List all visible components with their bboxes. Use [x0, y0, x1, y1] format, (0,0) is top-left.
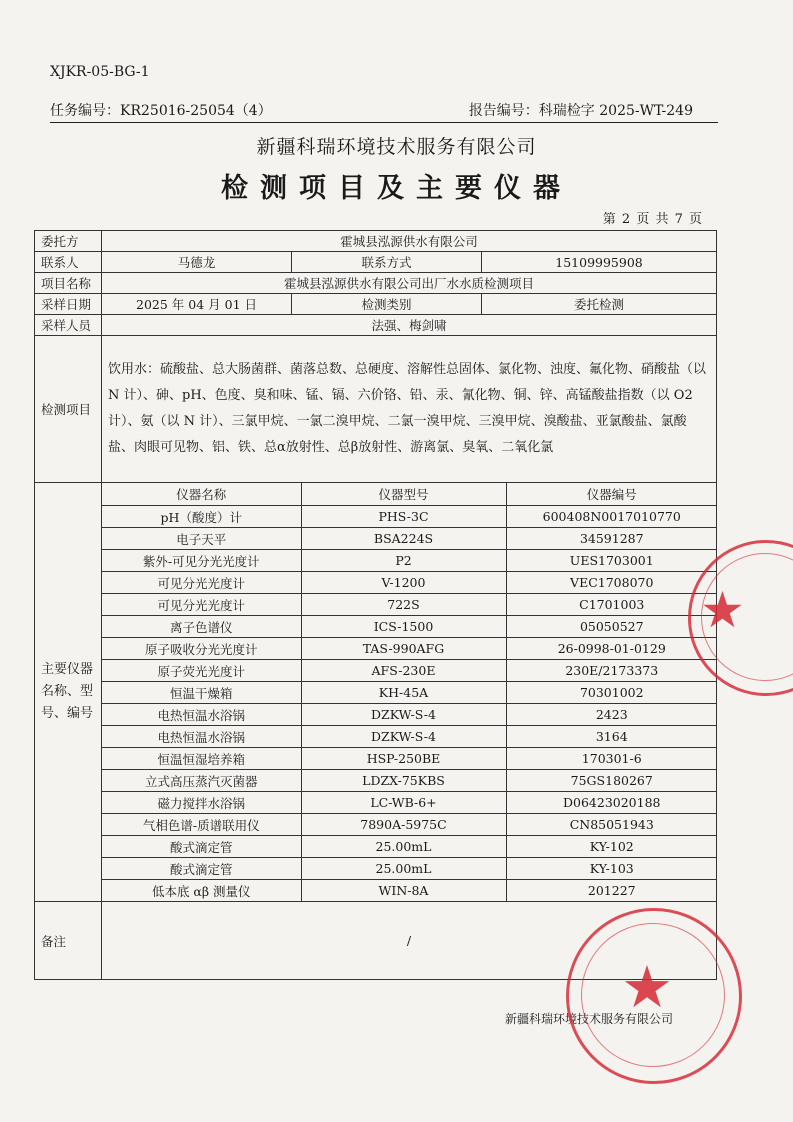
instrument-name: 电热恒温水浴锅 [102, 704, 301, 726]
header-rule [50, 122, 718, 123]
instrument-number: 75GS180267 [506, 770, 717, 792]
instrument-model: KH-45A [301, 682, 506, 704]
instrument-number: 26-0998-01-0129 [506, 638, 717, 660]
instrument-row [102, 638, 717, 660]
instrument-model: 25.00mL [301, 836, 506, 858]
items-label: 检测项目 [35, 336, 102, 483]
instrument-row [102, 616, 717, 638]
instrument-name: 恒温干燥箱 [102, 682, 301, 704]
report-number: 报告编号：科瑞检字 2025-WT-249 [468, 103, 693, 119]
instrument-name: 紫外-可见分光光度计 [102, 550, 301, 572]
instrument-number: 170301-6 [506, 748, 717, 770]
project-label: 项目名称 [35, 273, 102, 294]
instrument-number: 34591287 [506, 528, 717, 550]
sample-date-label: 采样日期 [35, 294, 102, 315]
instrument-model: 25.00mL [301, 858, 506, 880]
instrument-header-row [102, 483, 717, 506]
instrument-name: 电子天平 [102, 528, 301, 550]
instrument-model: PHS-3C [301, 506, 506, 528]
contact-method-label: 联系方式 [292, 252, 482, 273]
project-row [35, 273, 717, 294]
remarks-value: / [102, 902, 717, 980]
instrument-row [102, 594, 717, 616]
instrument-number: D06423020188 [506, 792, 717, 814]
instrument-row [102, 880, 717, 902]
client-label: 委托方 [35, 231, 102, 252]
instrument-number: CN85051943 [506, 814, 717, 836]
instrument-name: 低本底 αβ 测量仪 [102, 880, 301, 902]
instrument-number: KY-103 [506, 858, 717, 880]
instrument-model: TAS-990AFG [301, 638, 506, 660]
instrument-row [102, 528, 717, 550]
instrument-name: 立式高压蒸汽灭菌器 [102, 770, 301, 792]
sample-date-row [35, 294, 717, 315]
instruments-label: 主要仪器名称、型号、编号 [35, 483, 102, 902]
document-title: 检测项目及主要仪器 [221, 173, 572, 204]
instrument-row [102, 660, 717, 682]
seal-star-icon: ★ [700, 581, 745, 639]
contact-row [35, 252, 717, 273]
footer-company: 新疆科瑞环境技术服务有限公司 [505, 1012, 674, 1026]
instrument-name: 离子色谱仪 [102, 616, 301, 638]
instrument-number: VEC1708070 [506, 572, 717, 594]
instrument-number: 201227 [506, 880, 717, 902]
instrument-number: 70301002 [506, 682, 717, 704]
document-code: XJKR-05-BG-1 [50, 64, 150, 80]
instrument-model: 7890A-5975C [301, 814, 506, 836]
instrument-name: 恒温恒湿培养箱 [102, 748, 301, 770]
instrument-row [102, 792, 717, 814]
instrument-name: 酸式滴定管 [102, 858, 301, 880]
instrument-model: HSP-250BE [301, 748, 506, 770]
instrument-number: 230E/2173373 [506, 660, 717, 682]
contact-value: 马德龙 [102, 252, 292, 273]
instrument-model: LDZX-75KBS [301, 770, 506, 792]
instrument-row [102, 748, 717, 770]
instrument-model: AFS-230E [301, 660, 506, 682]
instrument-name: 酸式滴定管 [102, 836, 301, 858]
instrument-table [102, 483, 717, 901]
instrument-row [102, 858, 717, 880]
instrument-name: 磁力搅拌水浴锅 [102, 792, 301, 814]
instrument-model: WIN-8A [301, 880, 506, 902]
seal-star-icon: ★ [621, 953, 673, 1021]
instrument-row [102, 572, 717, 594]
instruments-cell [102, 483, 717, 902]
instrument-model: DZKW-S-4 [301, 726, 506, 748]
report-table [34, 230, 717, 980]
instrument-row [102, 726, 717, 748]
sampler-label: 采样人员 [35, 315, 102, 336]
client-row [35, 231, 717, 252]
company-name: 新疆科瑞环境技术服务有限公司 [256, 136, 537, 158]
instrument-number: 600408N0017010770 [506, 506, 717, 528]
instrument-number: 05050527 [506, 616, 717, 638]
instrument-row [102, 550, 717, 572]
instrument-name: 原子吸收分光光度计 [102, 638, 301, 660]
page-info: 第 2 页 共 7 页 [602, 212, 703, 227]
instrument-number: UES1703001 [506, 550, 717, 572]
instrument-model: LC-WB-6+ [301, 792, 506, 814]
client-value: 霍城县泓源供水有限公司 [102, 231, 717, 252]
instrument-row [102, 836, 717, 858]
instrument-number: C1701003 [506, 594, 717, 616]
instrument-name: 原子荧光光度计 [102, 660, 301, 682]
instrument-number: KY-102 [506, 836, 717, 858]
instrument-name: 可见分光光度计 [102, 572, 301, 594]
instrument-number: 2423 [506, 704, 717, 726]
instrument-model: ICS-1500 [301, 616, 506, 638]
instrument-model: BSA224S [301, 528, 506, 550]
contact-method-value: 15109995908 [482, 252, 717, 273]
instrument-row [102, 704, 717, 726]
instrument-name: pH（酸度）计 [102, 506, 301, 528]
instrument-row [102, 814, 717, 836]
sampler-row [35, 315, 717, 336]
instrument-row [102, 682, 717, 704]
instrument-header: 仪器型号 [301, 483, 506, 506]
sampler-value: 法强、梅剑啸 [102, 315, 717, 336]
remarks-label: 备注 [35, 902, 102, 980]
instrument-row [102, 506, 717, 528]
instrument-model: P2 [301, 550, 506, 572]
instrument-name: 可见分光光度计 [102, 594, 301, 616]
test-type-label: 检测类别 [292, 294, 482, 315]
instrument-model: DZKW-S-4 [301, 704, 506, 726]
project-value: 霍城县泓源供水有限公司出厂水水质检测项目 [102, 273, 717, 294]
instrument-model: 722S [301, 594, 506, 616]
instrument-number: 3164 [506, 726, 717, 748]
contact-label: 联系人 [35, 252, 102, 273]
sample-date-value: 2025 年 04 月 01 日 [102, 294, 292, 315]
instrument-name: 气相色谱-质谱联用仪 [102, 814, 301, 836]
instruments-row [35, 483, 717, 902]
instrument-name: 电热恒温水浴锅 [102, 726, 301, 748]
items-value: 饮用水：硫酸盐、总大肠菌群、菌落总数、总硬度、溶解性总固体、氯化物、浊度、氟化物、硝酸盐（以 N 计）、砷、pH、色度、臭和味、锰、镉、六价铬、铅、汞、氰化物、铜、锌、高锰酸盐指数（以 O2 计）、氨（以 N 计）、三氯甲烷、一氯二溴甲烷、二氯一溴甲烷、三溴甲烷、溴酸盐、亚氯酸盐、氯酸盐、肉眼可见物、铝、铁、总α放射性、总β放射性、游离氯、臭氧、二氧化氯 [102, 336, 717, 483]
task-number: 任务编号：KR25016-25054（4） [50, 103, 272, 119]
test-type-value: 委托检测 [482, 294, 717, 315]
items-row [35, 336, 717, 483]
instrument-model: V-1200 [301, 572, 506, 594]
instrument-header: 仪器编号 [506, 483, 717, 506]
instrument-header: 仪器名称 [102, 483, 301, 506]
instrument-row [102, 770, 717, 792]
